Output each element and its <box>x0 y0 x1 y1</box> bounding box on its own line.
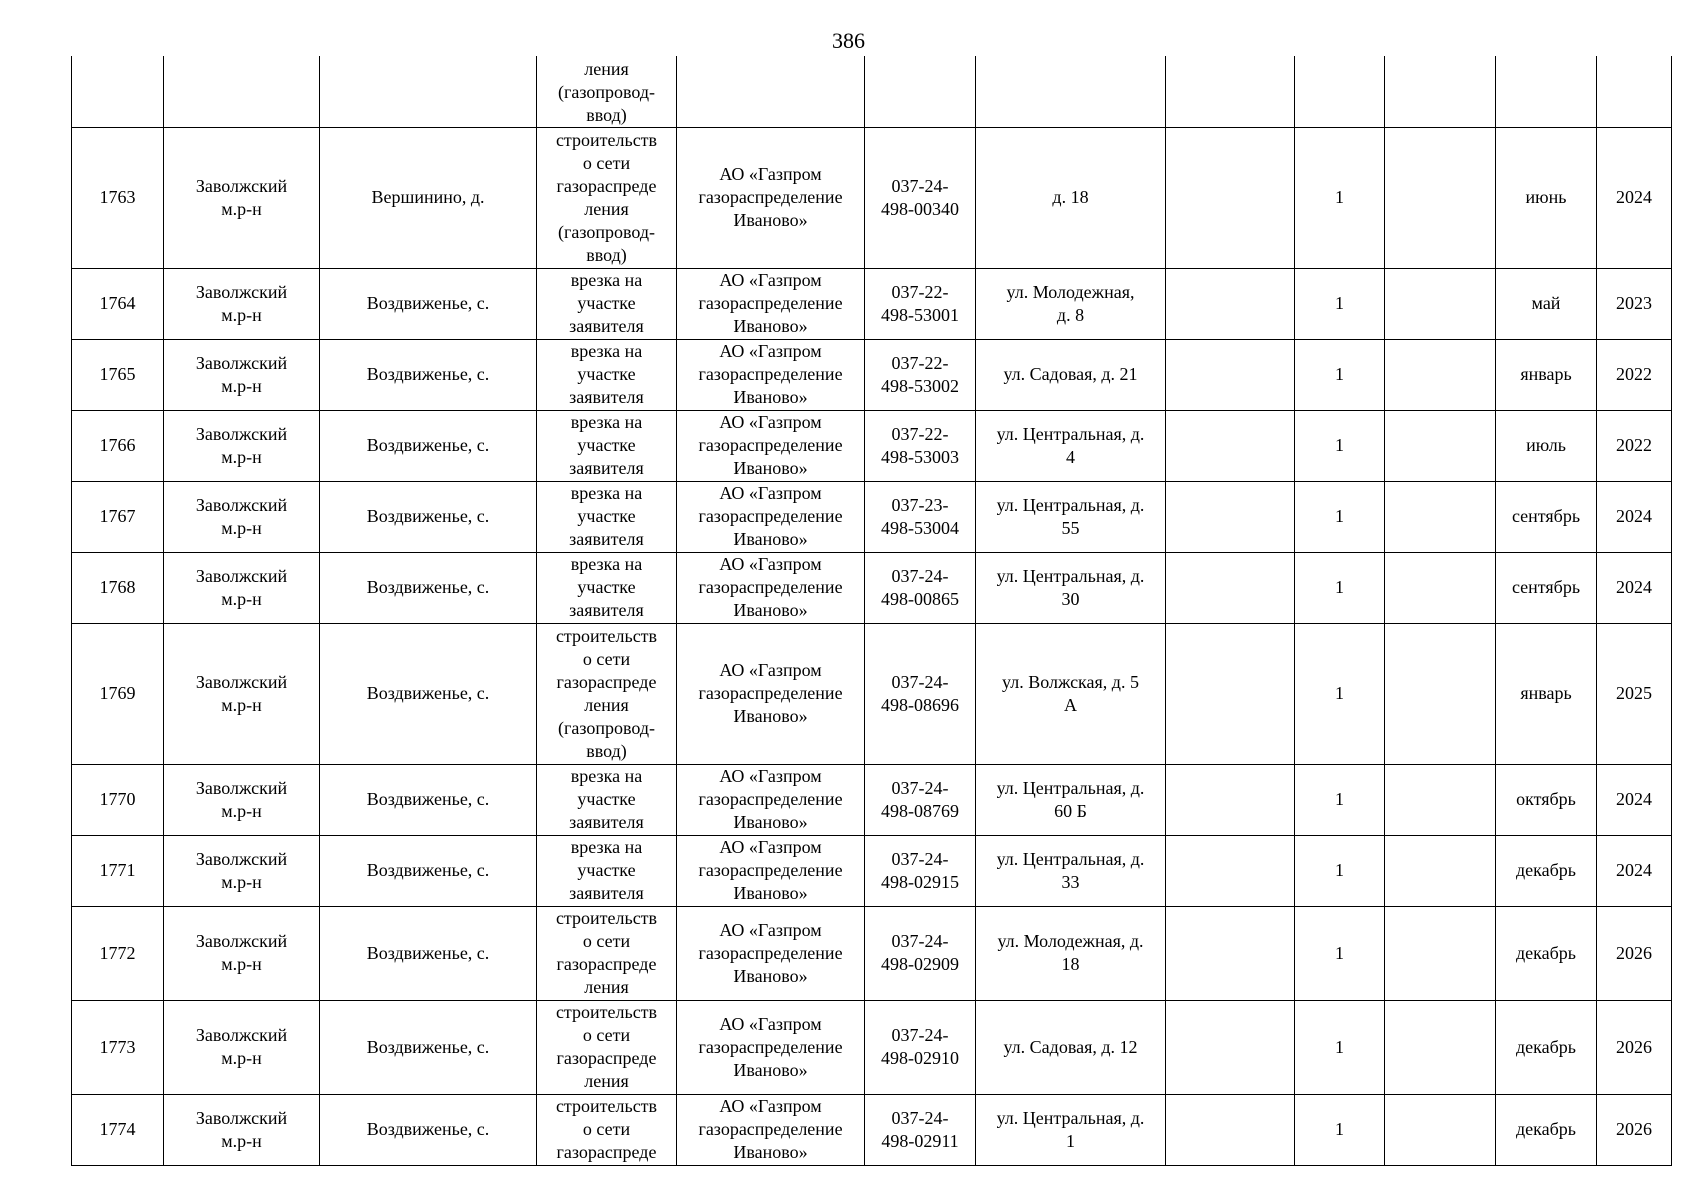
cell-address: ул. Молодежная, д. 18 <box>976 906 1166 1000</box>
cell-month: январь <box>1496 623 1597 764</box>
table-row <box>72 1000 1672 1094</box>
cell-num: 1772 <box>72 906 164 1000</box>
cell-district: Заволжский м.р-н <box>164 1000 320 1094</box>
cell-code: 037-24- 498-02911 <box>865 1094 976 1165</box>
cell-work-type: врезка на участке заявителя <box>537 481 677 552</box>
cell-code: 037-24- 498-02910 <box>865 1000 976 1094</box>
cell-month: май <box>1496 268 1597 339</box>
cell-work-type: строительств о сети газораспреде <box>537 1094 677 1165</box>
cell-month: декабрь <box>1496 1094 1597 1165</box>
cell-code: 037-22- 498-53003 <box>865 410 976 481</box>
cell-col10 <box>1385 268 1496 339</box>
cell-year: 2026 <box>1597 906 1672 1000</box>
table-row-continued <box>72 56 1672 127</box>
cell-address: ул. Центральная, д. 60 Б <box>976 764 1166 835</box>
cell-col8 <box>1166 56 1295 127</box>
cell-col10 <box>1385 835 1496 906</box>
cell-locality: Воздвиженье, с. <box>320 835 537 906</box>
cell-org: АО «Газпром газораспределение Иваново» <box>677 481 865 552</box>
cell-work-type: строительств о сети газораспреде ления (газопровод- ввод) <box>537 127 677 268</box>
cell-work-type: врезка на участке заявителя <box>537 268 677 339</box>
cell-org: АО «Газпром газораспределение Иваново» <box>677 410 865 481</box>
cell-locality: Воздвиженье, с. <box>320 1094 537 1165</box>
table-row <box>72 268 1672 339</box>
cell-district <box>164 56 320 127</box>
cell-year: 2025 <box>1597 623 1672 764</box>
cell-qty: 1 <box>1295 339 1385 410</box>
cell-num: 1765 <box>72 339 164 410</box>
cell-num: 1770 <box>72 764 164 835</box>
cell-month: июнь <box>1496 127 1597 268</box>
cell-year: 2023 <box>1597 268 1672 339</box>
cell-work-type: врезка на участке заявителя <box>537 764 677 835</box>
cell-qty: 1 <box>1295 835 1385 906</box>
cell-district: Заволжский м.р-н <box>164 127 320 268</box>
cell-district: Заволжский м.р-н <box>164 906 320 1000</box>
cell-qty <box>1295 56 1385 127</box>
cell-work-type: строительств о сети газораспреде ления <box>537 1000 677 1094</box>
cell-org: АО «Газпром газораспределение Иваново» <box>677 1094 865 1165</box>
cell-work-type: врезка на участке заявителя <box>537 552 677 623</box>
cell-org: АО «Газпром газораспределение Иваново» <box>677 268 865 339</box>
cell-district: Заволжский м.р-н <box>164 481 320 552</box>
cell-year: 2026 <box>1597 1094 1672 1165</box>
cell-org: АО «Газпром газораспределение Иваново» <box>677 623 865 764</box>
cell-month: сентябрь <box>1496 481 1597 552</box>
cell-locality: Воздвиженье, с. <box>320 623 537 764</box>
cell-col10 <box>1385 552 1496 623</box>
cell-code <box>865 56 976 127</box>
cell-month: январь <box>1496 339 1597 410</box>
cell-col8 <box>1166 552 1295 623</box>
cell-qty: 1 <box>1295 552 1385 623</box>
cell-address: ул. Центральная, д. 30 <box>976 552 1166 623</box>
cell-col8 <box>1166 339 1295 410</box>
cell-qty: 1 <box>1295 906 1385 1000</box>
table-row <box>72 906 1672 1000</box>
cell-locality: Воздвиженье, с. <box>320 1000 537 1094</box>
cell-qty: 1 <box>1295 268 1385 339</box>
cell-locality <box>320 56 537 127</box>
cell-month: сентябрь <box>1496 552 1597 623</box>
cell-org: АО «Газпром газораспределение Иваново» <box>677 552 865 623</box>
table-row <box>72 552 1672 623</box>
cell-work-type: врезка на участке заявителя <box>537 339 677 410</box>
cell-col10 <box>1385 764 1496 835</box>
cell-num <box>72 56 164 127</box>
cell-qty: 1 <box>1295 1094 1385 1165</box>
cell-year <box>1597 56 1672 127</box>
table-row <box>72 339 1672 410</box>
cell-year: 2024 <box>1597 127 1672 268</box>
cell-col10 <box>1385 481 1496 552</box>
table-body <box>72 56 1672 1165</box>
cell-address: ул. Центральная, д. 4 <box>976 410 1166 481</box>
cell-num: 1768 <box>72 552 164 623</box>
cell-year: 2022 <box>1597 410 1672 481</box>
cell-locality: Воздвиженье, с. <box>320 268 537 339</box>
cell-district: Заволжский м.р-н <box>164 623 320 764</box>
cell-org: АО «Газпром газораспределение Иваново» <box>677 906 865 1000</box>
cell-org: АО «Газпром газораспределение Иваново» <box>677 1000 865 1094</box>
cell-address <box>976 56 1166 127</box>
cell-year: 2024 <box>1597 481 1672 552</box>
cell-col8 <box>1166 764 1295 835</box>
cell-year: 2024 <box>1597 835 1672 906</box>
cell-num: 1766 <box>72 410 164 481</box>
cell-col8 <box>1166 410 1295 481</box>
cell-col10 <box>1385 339 1496 410</box>
cell-col8 <box>1166 1094 1295 1165</box>
cell-month <box>1496 56 1597 127</box>
cell-org <box>677 56 865 127</box>
cell-district: Заволжский м.р-н <box>164 268 320 339</box>
cell-year: 2024 <box>1597 764 1672 835</box>
cell-address: ул. Центральная, д. 33 <box>976 835 1166 906</box>
cell-work-type: строительств о сети газораспреде ления (газопровод- ввод) <box>537 623 677 764</box>
cell-month: декабрь <box>1496 835 1597 906</box>
table-row <box>72 410 1672 481</box>
cell-year: 2026 <box>1597 1000 1672 1094</box>
cell-address: ул. Центральная, д. 1 <box>976 1094 1166 1165</box>
cell-month: декабрь <box>1496 1000 1597 1094</box>
cell-col10 <box>1385 623 1496 764</box>
cell-address: ул. Центральная, д. 55 <box>976 481 1166 552</box>
cell-district: Заволжский м.р-н <box>164 1094 320 1165</box>
cell-code: 037-22- 498-53001 <box>865 268 976 339</box>
cell-month: декабрь <box>1496 906 1597 1000</box>
cell-col8 <box>1166 906 1295 1000</box>
cell-col10 <box>1385 127 1496 268</box>
cell-code: 037-23- 498-53004 <box>865 481 976 552</box>
cell-district: Заволжский м.р-н <box>164 835 320 906</box>
cell-org: АО «Газпром газораспределение Иваново» <box>677 764 865 835</box>
cell-address: д. 18 <box>976 127 1166 268</box>
cell-code: 037-24- 498-02909 <box>865 906 976 1000</box>
cell-num: 1767 <box>72 481 164 552</box>
cell-locality: Вершинино, д. <box>320 127 537 268</box>
cell-col8 <box>1166 623 1295 764</box>
cell-qty: 1 <box>1295 623 1385 764</box>
cell-num: 1773 <box>72 1000 164 1094</box>
cell-work-type: ления (газопровод- ввод) <box>537 56 677 127</box>
cell-district: Заволжский м.р-н <box>164 552 320 623</box>
cell-qty: 1 <box>1295 764 1385 835</box>
table-row <box>72 1094 1672 1165</box>
cell-locality: Воздвиженье, с. <box>320 906 537 1000</box>
cell-col10 <box>1385 1094 1496 1165</box>
cell-work-type: врезка на участке заявителя <box>537 410 677 481</box>
table-row <box>72 481 1672 552</box>
cell-qty: 1 <box>1295 410 1385 481</box>
cell-district: Заволжский м.р-н <box>164 410 320 481</box>
cell-num: 1764 <box>72 268 164 339</box>
cell-qty: 1 <box>1295 127 1385 268</box>
cell-col10 <box>1385 1000 1496 1094</box>
cell-code: 037-24- 498-00865 <box>865 552 976 623</box>
cell-col8 <box>1166 268 1295 339</box>
cell-org: АО «Газпром газораспределение Иваново» <box>677 339 865 410</box>
cell-code: 037-24- 498-00340 <box>865 127 976 268</box>
cell-col10 <box>1385 56 1496 127</box>
cell-month: октябрь <box>1496 764 1597 835</box>
cell-col8 <box>1166 481 1295 552</box>
cell-year: 2022 <box>1597 339 1672 410</box>
cell-locality: Воздвиженье, с. <box>320 552 537 623</box>
cell-district: Заволжский м.р-н <box>164 764 320 835</box>
gas-connection-register-table <box>71 56 1672 1166</box>
cell-locality: Воздвиженье, с. <box>320 339 537 410</box>
cell-col8 <box>1166 1000 1295 1094</box>
cell-year: 2024 <box>1597 552 1672 623</box>
cell-qty: 1 <box>1295 1000 1385 1094</box>
table-row <box>72 835 1672 906</box>
cell-address: ул. Садовая, д. 12 <box>976 1000 1166 1094</box>
cell-org: АО «Газпром газораспределение Иваново» <box>677 127 865 268</box>
cell-qty: 1 <box>1295 481 1385 552</box>
cell-address: ул. Волжская, д. 5 А <box>976 623 1166 764</box>
cell-num: 1774 <box>72 1094 164 1165</box>
page-number: 386 <box>832 28 865 53</box>
cell-col8 <box>1166 127 1295 268</box>
cell-district: Заволжский м.р-н <box>164 339 320 410</box>
cell-col10 <box>1385 410 1496 481</box>
cell-work-type: строительств о сети газораспреде ления <box>537 906 677 1000</box>
cell-locality: Воздвиженье, с. <box>320 410 537 481</box>
cell-num: 1771 <box>72 835 164 906</box>
cell-org: АО «Газпром газораспределение Иваново» <box>677 835 865 906</box>
cell-code: 037-22- 498-53002 <box>865 339 976 410</box>
cell-col8 <box>1166 835 1295 906</box>
cell-locality: Воздвиженье, с. <box>320 481 537 552</box>
cell-code: 037-24- 498-02915 <box>865 835 976 906</box>
cell-code: 037-24- 498-08696 <box>865 623 976 764</box>
cell-locality: Воздвиженье, с. <box>320 764 537 835</box>
cell-col10 <box>1385 906 1496 1000</box>
table-row <box>72 623 1672 764</box>
table-row <box>72 127 1672 268</box>
table-row <box>72 764 1672 835</box>
cell-num: 1763 <box>72 127 164 268</box>
cell-num: 1769 <box>72 623 164 764</box>
cell-month: июль <box>1496 410 1597 481</box>
cell-code: 037-24- 498-08769 <box>865 764 976 835</box>
cell-work-type: врезка на участке заявителя <box>537 835 677 906</box>
cell-address: ул. Молодежная, д. 8 <box>976 268 1166 339</box>
cell-address: ул. Садовая, д. 21 <box>976 339 1166 410</box>
